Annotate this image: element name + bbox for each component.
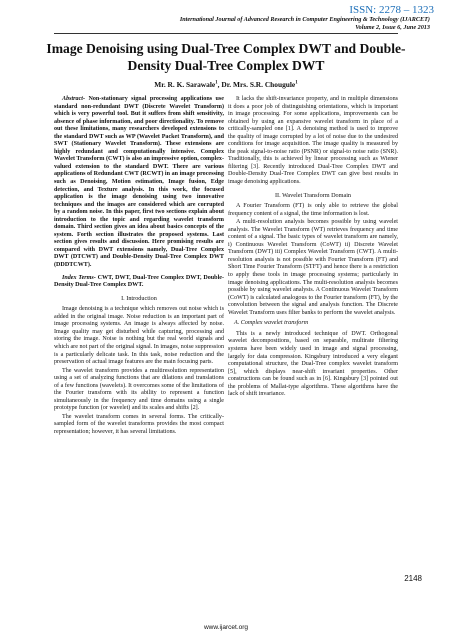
paragraph: The wavelet transform provides a multiresolution representation using a set of analyzing functions that are dilations and translations of a few functions (wavelets). It overcomes some of the limitations of the Fourier transform with its ability to represent a function simultaneously in the frequency and time domains using a single prototype function (or wavelet) and its scales and shifts [2]. bbox=[54, 367, 224, 412]
journal-volume: Volume 2, Issue 6, June 2013 bbox=[355, 24, 430, 31]
paragraph: A Fourier Transform (FT) is only able to retrieve the global frequency content of a signal, the time information is lost. bbox=[228, 203, 398, 217]
section-heading-introduction: I. Introduction bbox=[121, 294, 157, 302]
journal-name: International Journal of Advanced Research in Computer Engineering & Technology (IJARCET) bbox=[179, 16, 430, 23]
abstract-body: Non-stationary signal processing applications use standard non-redundant DWT (Discrete Wavelet Transform) which is very powerful tool. But it suffers from shift sensitivity, absence of phase information, and poor directionality. To remove out these limitations, many researchers developed extensions to the standard DWT such as WP (Wavelet Packet Transform), and SWT (Stationary Wavelet Transform). These extensions are highly redundant and computationally intensive. Complex Wavelet Transform (CWT) is also an impressive option, complex-valued extension to the standard DWT. There are various applications of Redundant CWT (RCWT) in an image processing such as Denoising, Motion estimation, Image fusion, Edge detection, and Texture analysis. In this work, the focused application is the image denoising using two innovative techniques and the images are considered which are corrupted by a random noise. In this paper, first two sections explain about introduction to the topic and regarding wavelet transform domain. Third section gives an idea about basics concepts of the system. Forth section illustrates the proposed systems. Last section gives results and discussion. Here promising results are compared with DWT extensions namely, Dual-Tree Complex DWT (DTCWT) and Double-Density Dual-Tree Complex DWT (DDDTCWT). bbox=[54, 96, 224, 269]
page-number: 2148 bbox=[404, 574, 422, 583]
index-terms-body: CWT, DWT, Dual-Tree Complex DWT, Double-Density Dual-Tree Complex DWT. bbox=[54, 274, 224, 289]
author-text-2: , Dr. Mrs. S.R. Chougule bbox=[217, 80, 296, 89]
right-column bbox=[228, 96, 398, 400]
affiliation-mark-1: 1 bbox=[215, 80, 218, 86]
paragraph: A multi-resolution analysis becomes possible by using wavelet analysis. The Wavelet Transform (WT) retrieves frequency and time content of a signal. The basic types of wavelet transform are namely, i) Continuous Wavelet Transform (CoWT) ii) Discrete Wavelet Transform (DWT) iii) Complex Wavelet Transform (CWT). A multi-resolution analysis is not possible with Fourier Transform (FT) and Short Time Fourier Transform (STFT) and hence there is a restriction to apply these tools in image processing systems; particularly in image denoising applications. The multi-resolution analysis becomes possible by using wavelet analysis. A Continuous Wavelet Transform (CoWT) is calculated analogous to the Fourier transform (FT), by the convolution between the signal and analysis function. The Discrete Wavelet Transform uses filter banks to perform the wavelet analysis. bbox=[228, 219, 398, 316]
abstract-lead: Abstract- bbox=[62, 96, 86, 102]
paragraph: This is a newly introduced technique of DWT. Orthogonal wavelet decompositions, based on separable, multirate filtering systems have been widely used in image and signal processing, largely for data compression. Kingsbury introduced a very elegant computational structure, the Dual-Tree complex wavelet transform [5], which displays near-shift invariant properties. Other constructions can be found such as in [6]. Kingsbury [3] pointed out the problems of Mallat-type algorithms. These algorithms have the lack of shift invariance. bbox=[228, 330, 398, 398]
footer-website: www.ijarcet.org bbox=[203, 624, 249, 631]
paragraph: Image denoising is a technique which removes out noise which is added in the original image. Noise reduction is an important part of image processing systems. An image is always affected by noise. Image quality may get disturbed while capturing, processing and storing the image. Noise is nothing but the real world signals and which are not part of the original signal. In images, noise suppression is a particularly delicate task. In this task, noise reduction and the preservation of actual image features are the main focusing parts. bbox=[54, 306, 224, 366]
index-terms bbox=[54, 275, 224, 290]
header-rule bbox=[54, 33, 398, 34]
left-column bbox=[54, 96, 224, 438]
section-heading-wavelet-domain: II. Wavelet Transform Domain bbox=[274, 191, 352, 199]
paragraph: It lacks the shift-invariance property, and in multiple dimensions it does a poor job of distinguishing orientations, which is important in image processing. For some applications, improvements can be obtained by using an expansive wavelet transform in place of a critically-sampled one [1]. A denoising method is used to improve the quality of image corrupted by a lot of noise due to the undesired conditions for image acquisition. The image quality is measured by the peak signal-to-noise ratio (PSNR) or signal-to noise ratio (SNR). Traditionally, this is achieved by linear processing such as Wiener filtering [3]. Recently introduced Dual-Tree Complex DWT and Double-Density Dual-Tree Complex DWT can give best results in image denoising applications. bbox=[228, 96, 398, 186]
author-text-1: Mr. R. K. Sarawale bbox=[154, 80, 216, 89]
paper-authors bbox=[40, 80, 412, 89]
paper-title: Image Denoising using Dual-Tree Complex DWT and Double-Density Dual-Tree Complex DWT bbox=[46, 41, 406, 73]
index-terms-lead: Index Terms- bbox=[62, 274, 96, 281]
abstract bbox=[54, 96, 224, 270]
paragraph: The wavelet transform comes in several forms. The critically-sampled form of the wavelet transforms provides the most compact representation; however, it has several limitations. bbox=[54, 413, 224, 435]
journal-header bbox=[180, 16, 430, 32]
subsection-heading-complex-wavelet: A. Complex wavelet transform bbox=[234, 320, 309, 327]
affiliation-mark-2: 1 bbox=[295, 80, 298, 86]
issn-label: ISSN: 2278 – 1323 bbox=[349, 4, 434, 16]
